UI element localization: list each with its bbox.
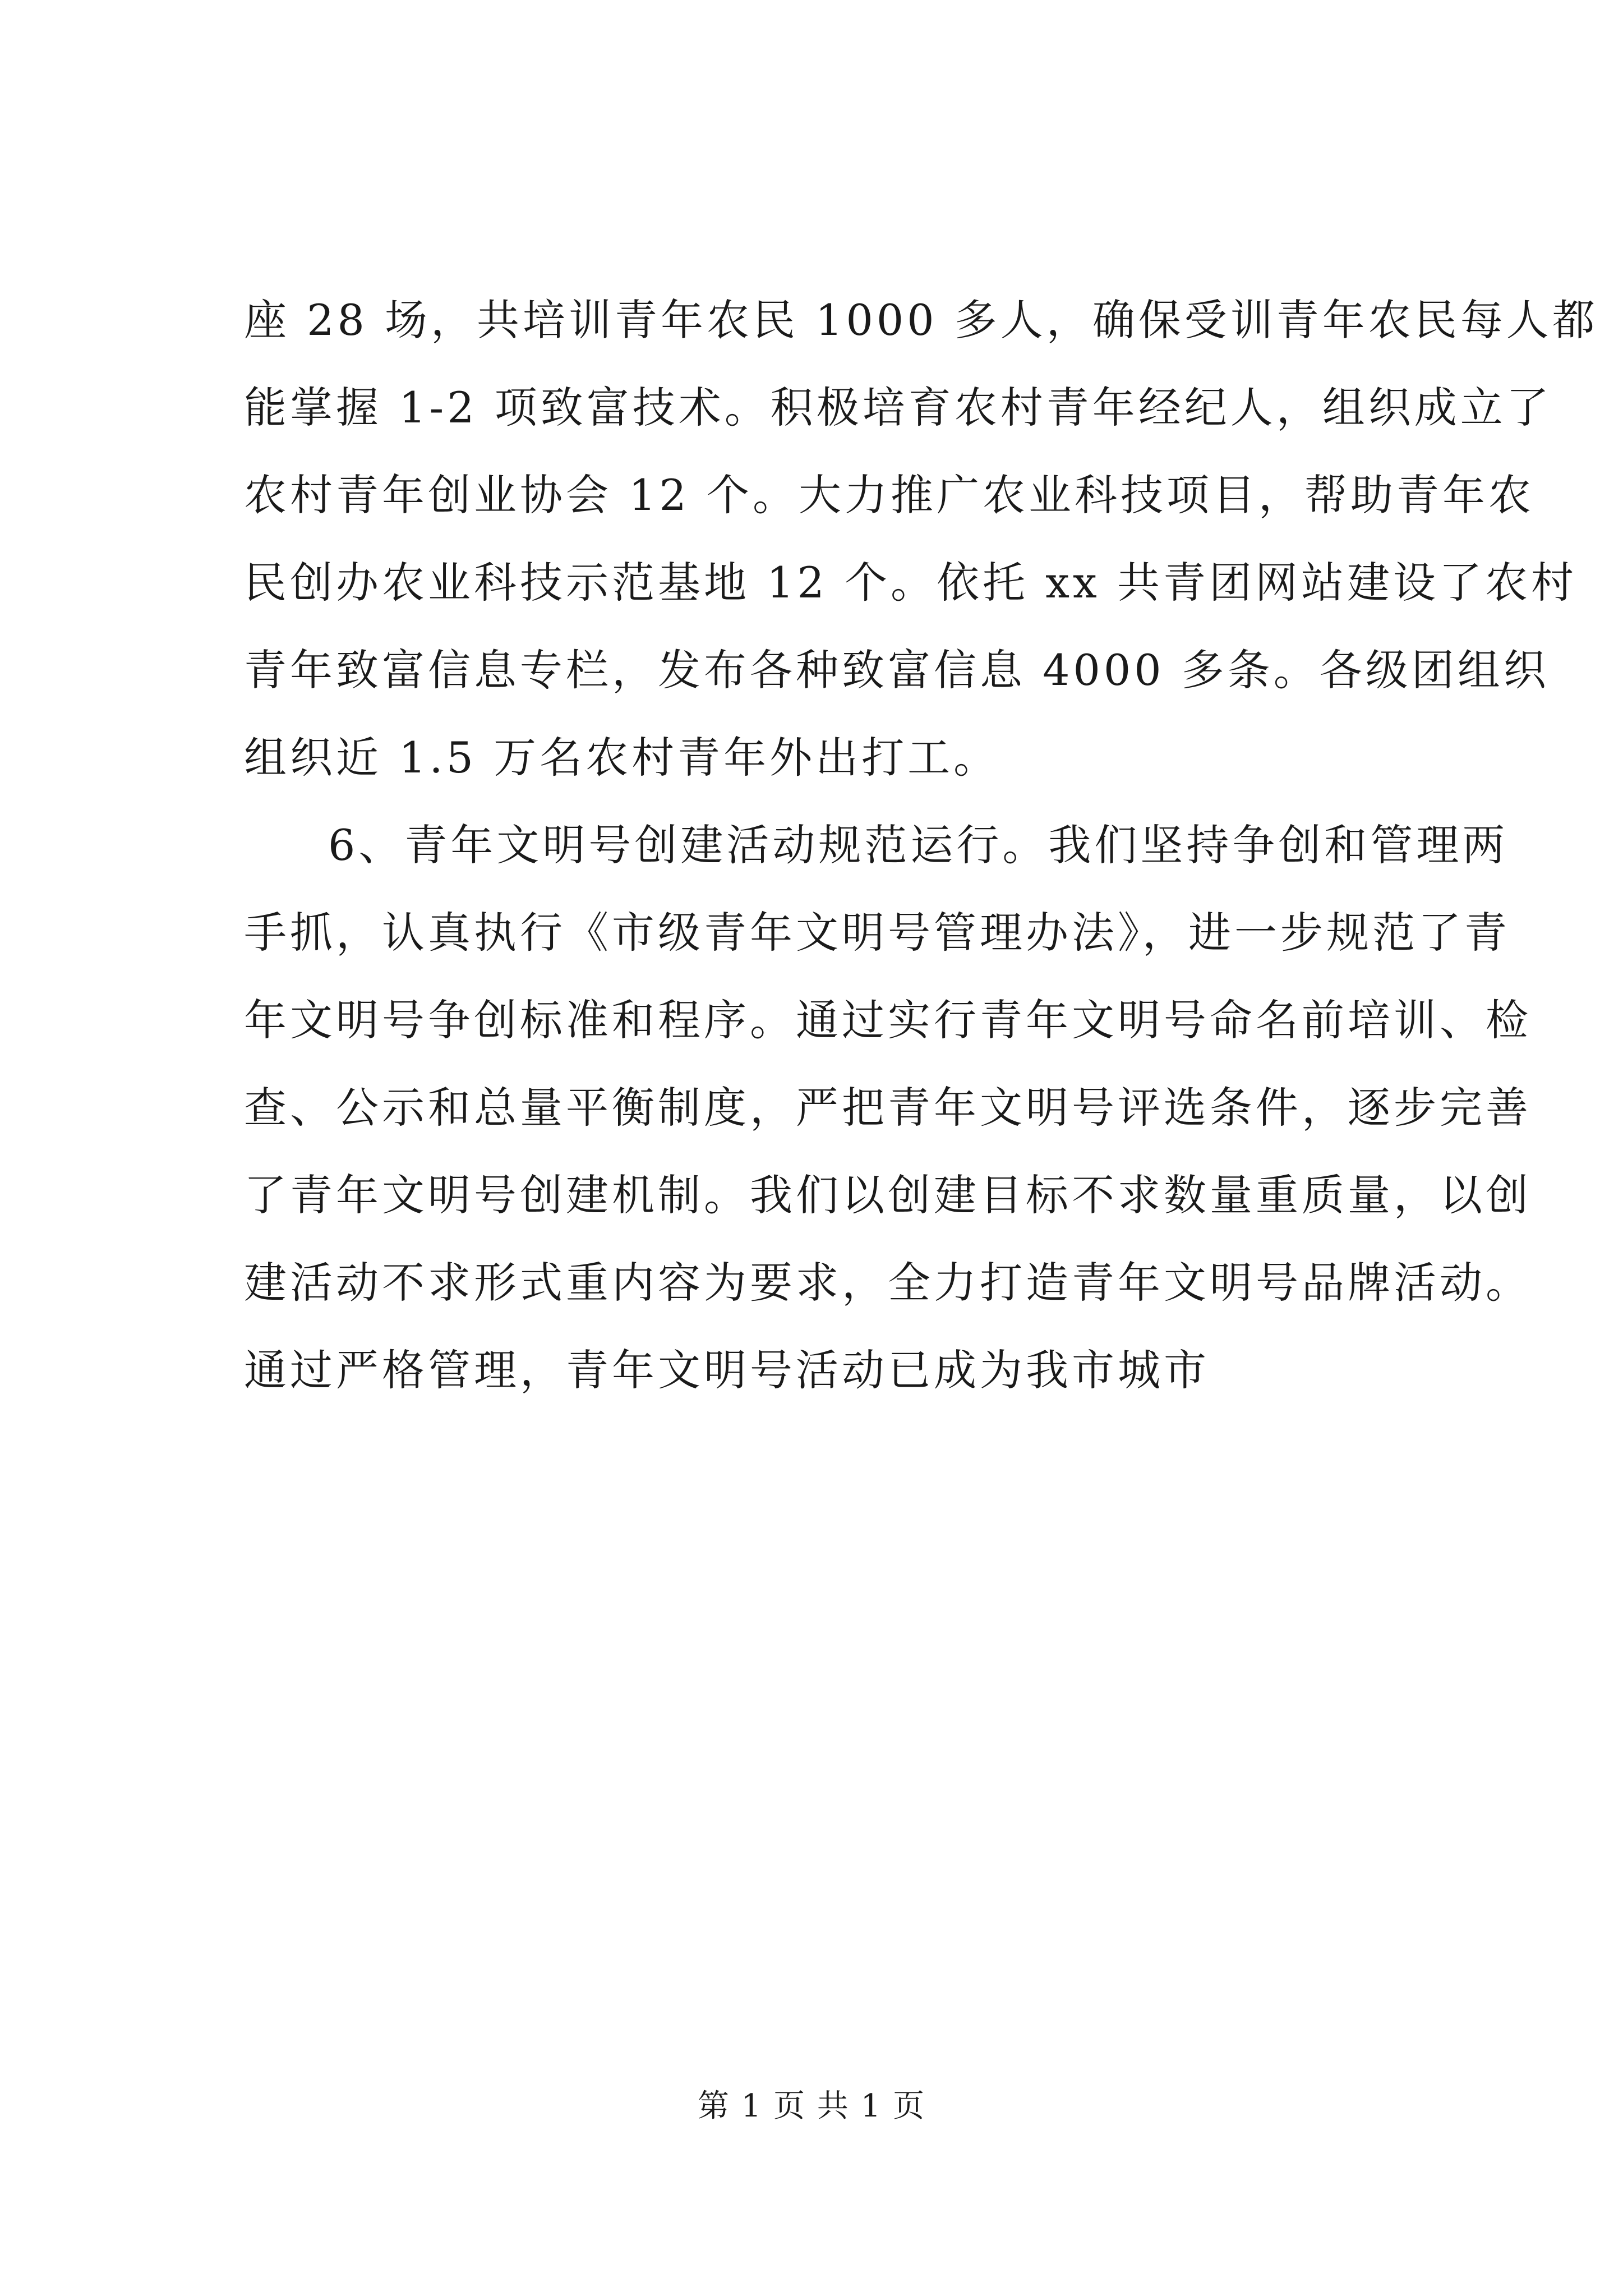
text-line: 通过严格管理，青年文明号活动已成为我市城市 xyxy=(244,1345,1210,1395)
text-line: 组织近 1.5 万名农村青年外出打工。 xyxy=(244,733,1000,783)
text-line: 查、公示和总量平衡制度，严把青年文明号评选条件，逐步完善 xyxy=(244,1083,1532,1133)
text-line: 能掌握 1-2 项致富技术。积极培育农村青年经纪人，组织成立了 xyxy=(244,383,1552,432)
text-line: 手抓，认真执行《市级青年文明号管理办法》，进一步规范了青 xyxy=(244,908,1510,958)
text-line: 青年致富信息专栏，发布各种致富信息 4000 多条。各级团组织 xyxy=(244,645,1550,695)
text-line: 座 28 场，共培训青年农民 1000 多人，确保受训青年农民每人都 xyxy=(244,295,1598,345)
text-line: 了青年文明号创建机制。我们以创建目标不求数量重质量，以创 xyxy=(244,1170,1532,1220)
page-footer: 第 1 页 共 1 页 xyxy=(697,2088,926,2124)
text-line: 年文明号争创标准和程序。通过实行青年文明号命名前培训、检 xyxy=(244,995,1532,1045)
text-line: 农村青年创业协会 12 个。大力推广农业科技项目，帮助青年农 xyxy=(244,470,1535,520)
text-line: 建活动不求形式重内容为要求，全力打造青年文明号品牌活动。 xyxy=(244,1258,1532,1308)
text-line: 民创办农业科技示范基地 12 个。依托 xx 共青团网站建设了农村 xyxy=(244,558,1578,608)
document-body xyxy=(244,292,1598,1429)
paragraph-start-line: 6、青年文明号创建活动规范运行。我们坚持争创和管理两 xyxy=(328,820,1509,870)
